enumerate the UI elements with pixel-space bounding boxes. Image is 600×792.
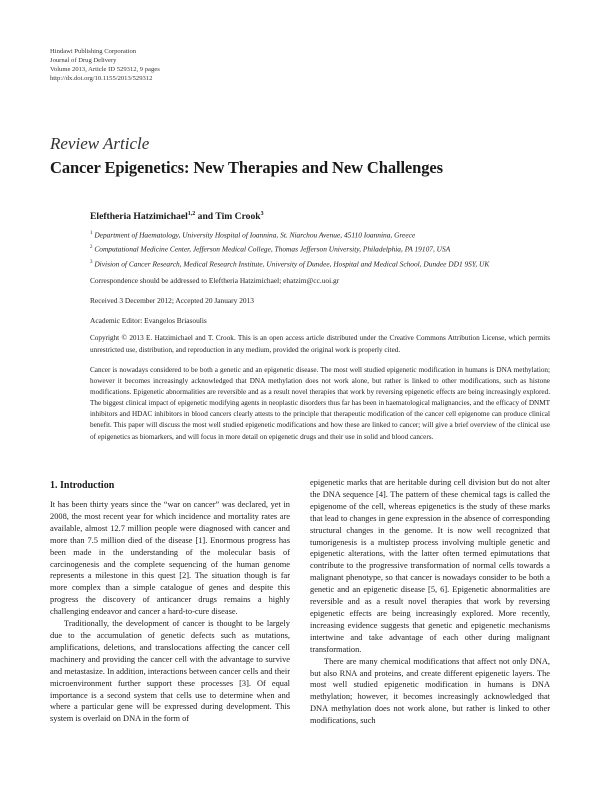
- author-name: Eleftheria Hatzimichael: [90, 211, 188, 223]
- affiliation-text: Computational Medicine Center, Jefferson Medical College, Thomas Jefferson University, Philadelphia, PA 19107, USA: [92, 244, 451, 254]
- received-dates: Received 3 December 2012; Accepted 20 January 2013: [90, 296, 254, 305]
- author-name: and Tim Crook: [195, 211, 261, 223]
- publisher-name: Hindawi Publishing Corporation: [50, 48, 137, 55]
- affiliation-item: [90, 257, 550, 271]
- affiliation-text: Division of Cancer Research, Medical Research Institute, University of Dundee, Hospital and Medical School, Dundee DD1 9SY, UK: [92, 259, 490, 268]
- left-column: [50, 499, 290, 725]
- article-type: Review Article: [50, 134, 150, 153]
- affiliation-item: [90, 228, 550, 242]
- article-title: Cancer Epigenetics: New Therapies and New Challenges: [50, 158, 443, 177]
- author-superscript: 3: [260, 211, 264, 217]
- paragraph: epigenetic marks that are heritable during cell division but do not alter the DNA sequence [4]. The pattern of these chemical tags is called the epigenome of the cell, whereas epigenetics is the study of these marks that lead to changes in gene expression in the absence of corresponding structural changes in the genome. It is now well recognized that tumorigenesis is a multistep process involving multiple genetic and epigenetic alterations, with the latter often termed epimutations that contribute to the progressive transformation of normal cells towards a malignant phenotype, so that cancer is nowadays consider to be both a genetic and an epigenetic disease [5, 6]. Epigenetic abnormalities are reversible and as a result novel therapies that work by reversing epigenetic effects are being increasingly explored. More recently, increasing evidence suggests that genetic and epigenetic mechanisms intertwine and take advantage of each other during malignant transformation.: [310, 478, 550, 654]
- correspondence: Correspondence should be addressed to Eleftheria Hatzimichael; ehatzim@cc.uoi.gr: [90, 276, 340, 285]
- author-superscript: 1,2: [187, 211, 196, 217]
- publication-info: [50, 48, 160, 84]
- section-heading: 1. Introduction: [50, 480, 115, 491]
- affiliation-number: 3: [90, 259, 93, 265]
- affiliation-text: Department of Haematology, University Hospital of Ioannina, St. Niarchou Avenue, 45110 Ioannina, Greece: [92, 230, 416, 240]
- affiliation-number: 2: [90, 245, 93, 251]
- paragraph: There are many chemical modifications that affect not only DNA, but also RNA and proteins, and create different epigenetic layers. The most well studied epigenetic modification in humans is DNA methylation; however, it becomes increasingly acknowledged that DNA methylation does not work alone, but rather is linked to other modifications, such: [310, 656, 550, 726]
- volume-info: Volume 2013, Article ID 529312, 9 pages: [50, 65, 160, 73]
- doi-link[interactable]: http://dx.doi.org/10.1155/2013/529312: [50, 74, 153, 82]
- paragraph: Traditionally, the development of cancer is thought to be largely due to the accumulation of genetic defects such as mutations, amplifications, deletions, and translocations affecting the cancer cell machinery and providing the cancer cell with the advantage to survive and metastasize. In addition, interactions between cancer cells and their microenvironment further support these processes [3]. Of equal importance is a second system that cells use to determine when and where a particular gene will be expressed during development. This system is overlaid on DNA in the form of: [50, 619, 290, 724]
- journal-name: Journal of Drug Delivery: [50, 56, 117, 64]
- author-list: [90, 211, 264, 222]
- academic-editor: Academic Editor: Evangelos Briasoulis: [90, 316, 207, 325]
- affiliations: [90, 228, 550, 271]
- right-column: [310, 477, 550, 727]
- affiliation-number: 1: [90, 231, 93, 236]
- affiliation-item: [90, 242, 550, 256]
- abstract: Cancer is nowadays considered to be both a genetic and an epigenetic disease. The most well studied epigenetic modification in humans is DNA methylation; however it becomes increasingly acknowledged that DNA methylation does not work alone, but rather is linked to other modifications, such as histone modifications. Epigenetic abnormalities are reversible and as a result novel therapies that work by reversing epigenetic effects are being increasingly explored. The biggest clinical impact of epigenetic modifying agents in neoplastic disorders thus far has been in haematological malignancies, and the efficacy of DNMT inhibitors and HDAC inhibitors in blood cancers clearly attests to the principle that therapeutic modification of the cancer cell epigenome can produce clinical benefit. This paper will discuss the most well studied epigenetic modifications and how these are linked to cancer; will give a brief overview of the clinical use of epigenetics as biomarkers, and will focus in more detail on epigenetic drugs and their use in solid and blood cancers.: [90, 366, 550, 441]
- copyright-notice: Copyright © 2013 E. Hatzimichael and T. Crook. This is an open access article distributed under the Creative Commons Attribution License, which permits unrestricted use, distribution, and reproduction in any medium, provided the original work is properly cited.: [90, 334, 550, 354]
- paragraph: It has been thirty years since the “war on cancer” was declared, yet in 2008, the most recent year for which incidence and mortality rates are available, almost 12.7 million people were diagnosed with cancer and more than 7.5 million died of the disease [1]. Enormous progress has been made in the understanding of the molecular basis of carcinogenesis and the complete sequencing of the human genome represents a milestone in this quest [2]. The situation though is far more complex than a simple catalogue of genes and despite this progress the discovery of anticancer drugs remains a highly challenging endeavor and cancer a hard-to-cure disease.: [50, 500, 290, 617]
